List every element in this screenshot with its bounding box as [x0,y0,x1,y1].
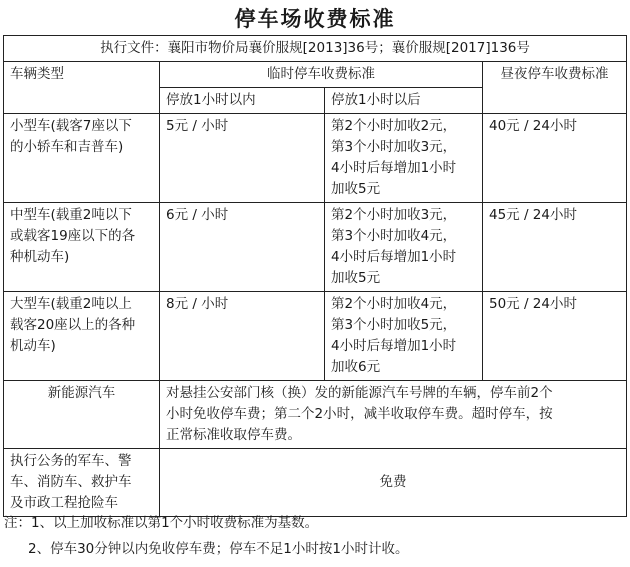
after-1h-line: 第2个小时加收3元， [331,207,457,223]
execution-file: 执行文件：襄阳市物价局襄价服规[2013]36号；襄价服规[2017]136号 [4,36,627,62]
header-day-night: 昼夜停车收费标准 [483,62,627,114]
after-1h-line: 第3个小时加收3元， [331,139,457,155]
vehicle-type-line: 大型车(载重2吨以上 [10,296,132,312]
file-row [4,36,627,62]
daily-fee: 50元 / 24小时 [483,292,627,381]
after-1h-line: 第3个小时加收5元， [331,317,457,333]
table-row-small [4,114,627,203]
table-row-large [4,292,627,381]
vehicle-type-line: 机动车) [10,338,56,354]
new-energy-label: 新能源汽车 [4,381,160,449]
after-1h-fee [325,292,483,381]
vehicle-type-line: 中型车(载重2吨以下 [10,207,132,223]
table-row-official [4,449,627,517]
notes [4,510,626,562]
official-vehicle-label [4,449,160,517]
page-title: 停车场收费标准 [234,7,396,31]
within-1h-fee: 6元 / 小时 [160,203,325,292]
after-1h-line: 4小时后每增加1小时 [331,249,457,265]
vehicle-type-line: 小型车(载客7座以下 [10,118,132,134]
after-1h-line: 4小时后每增加1小时 [331,338,457,354]
after-1h-fee [325,114,483,203]
header-after-1h: 停放1小时以后 [325,88,483,114]
after-1h-line: 加收5元 [331,181,381,197]
table-row-new-energy [4,381,627,449]
header-temporary: 临时停车收费标准 [160,62,483,88]
official-fee: 免费 [160,449,627,517]
note-2: 2、停车30分钟以内免收停车费；停车不足1小时按1小时计收。 [28,541,409,557]
official-label-line: 执行公务的军车、警 [10,453,132,469]
after-1h-line: 第3个小时加收4元， [331,228,457,244]
new-energy-line: 正常标准收取停车费。 [166,427,301,443]
vehicle-type-cell [4,114,160,203]
header-row-1 [4,62,627,88]
after-1h-line: 加收6元 [331,359,381,375]
daily-fee: 45元 / 24小时 [483,203,627,292]
new-energy-policy [160,381,627,449]
official-label-line: 及市政工程抢险车 [10,495,118,511]
new-energy-line: 对悬挂公安部门核（换）发的新能源汽车号牌的车辆，停车前2个 [166,385,553,401]
after-1h-fee [325,203,483,292]
note-1: 注：1、以上加收标准以第1个小时收费标准为基数。 [4,515,319,531]
vehicle-type-cell [4,292,160,381]
vehicle-type-line: 种机动车) [10,249,70,265]
after-1h-line: 第2个小时加收4元， [331,296,457,312]
header-within-1h: 停放1小时以内 [160,88,325,114]
table-row-medium [4,203,627,292]
official-label-line: 车、消防车、救护车 [10,474,132,490]
within-1h-fee: 8元 / 小时 [160,292,325,381]
after-1h-line: 加收5元 [331,270,381,286]
within-1h-fee: 5元 / 小时 [160,114,325,203]
fee-table [3,35,627,517]
vehicle-type-line: 或载客19座以下的各 [10,228,136,244]
new-energy-line: 小时免收停车费；第二个2小时，减半收取停车费。超时停车，按 [166,406,553,422]
vehicle-type-line: 的小轿车和吉普车) [10,139,124,155]
header-vehicle-type: 车辆类型 [4,62,160,114]
after-1h-line: 4小时后每增加1小时 [331,160,457,176]
after-1h-line: 第2个小时加收2元， [331,118,457,134]
vehicle-type-cell [4,203,160,292]
vehicle-type-line: 载客20座以上的各种 [10,317,136,333]
daily-fee: 40元 / 24小时 [483,114,627,203]
